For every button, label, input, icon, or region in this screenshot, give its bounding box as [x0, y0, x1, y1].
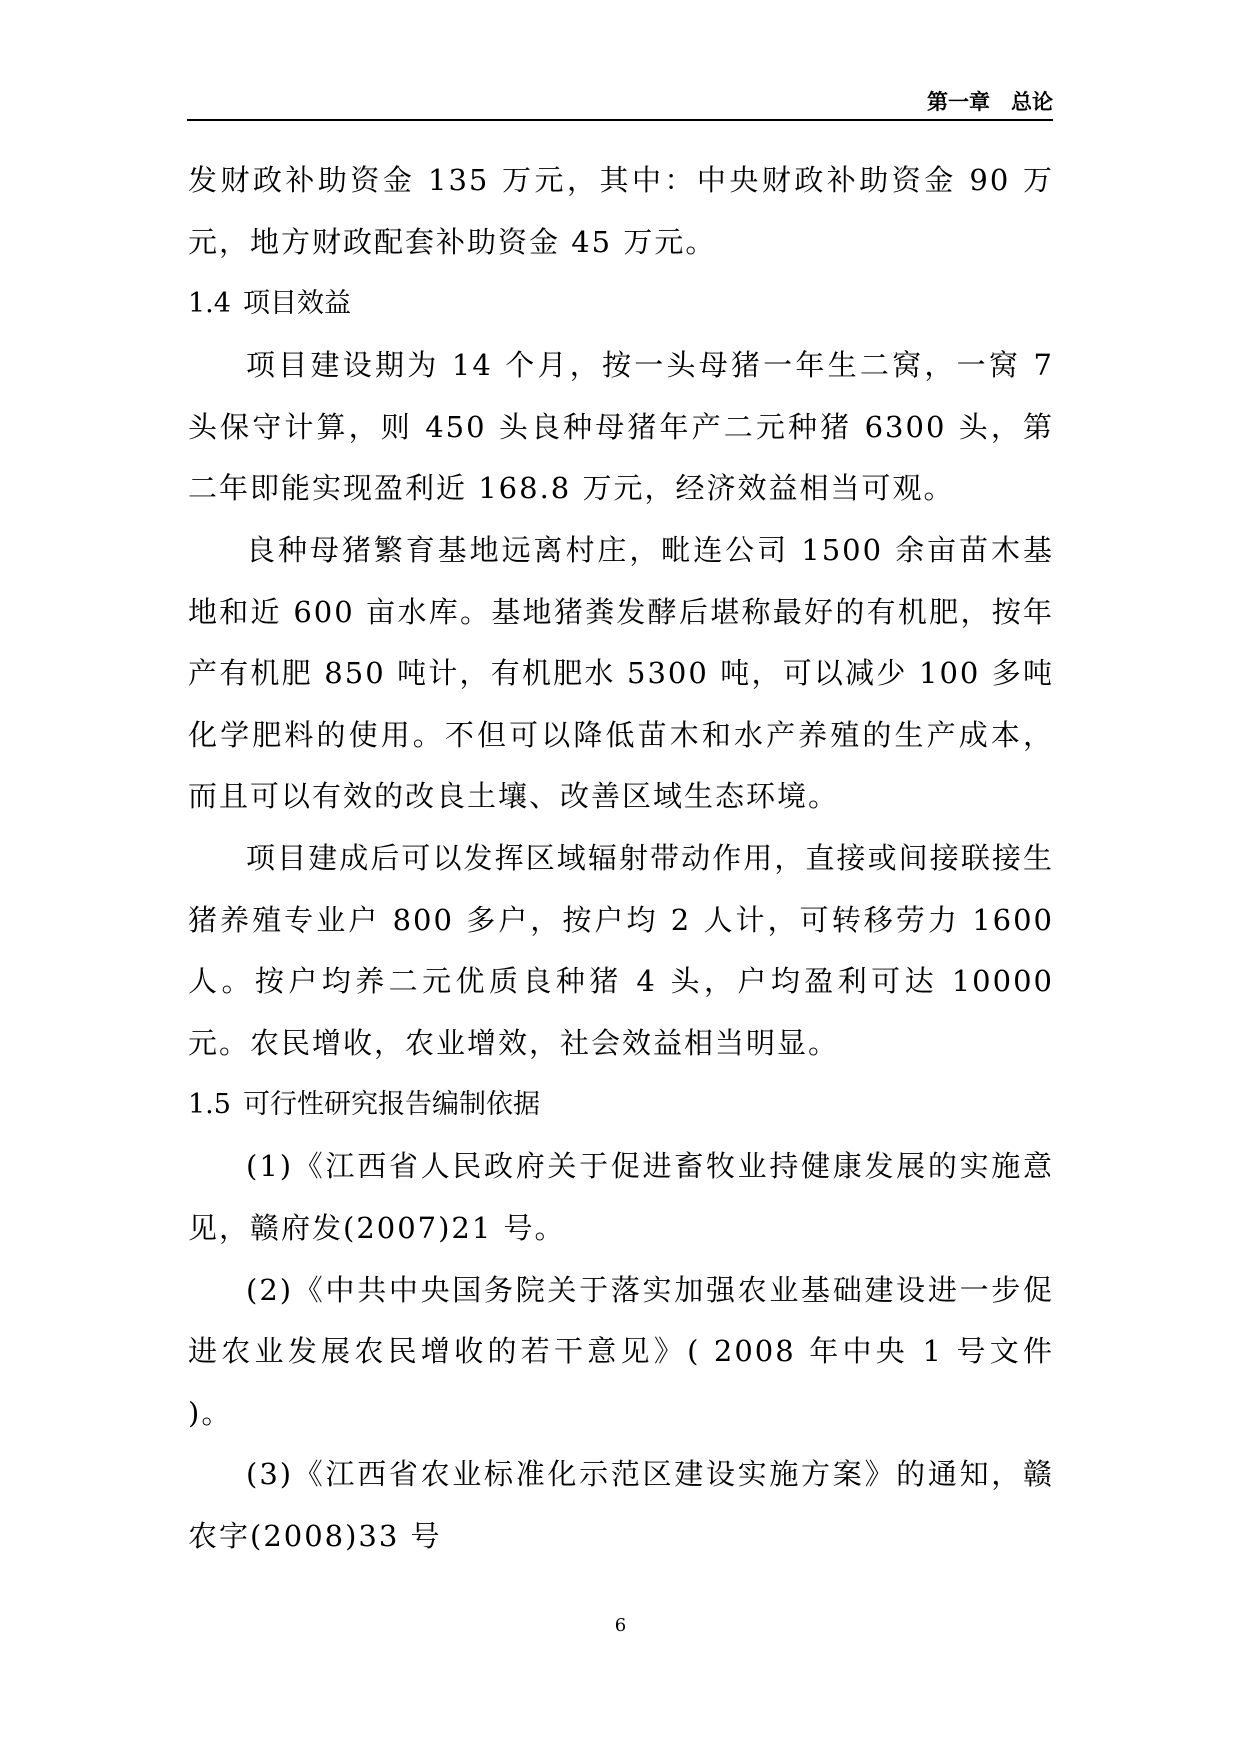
section-heading-1-4	[188, 273, 1054, 335]
header-divider	[187, 119, 1053, 121]
section-title: 可行性研究报告编制依据	[242, 1089, 540, 1121]
paragraph-benefit-social: 项目建成后可以发挥区域辐射带动作用，直接或间接联接生猪养殖专业户 800 多户，按户均 2 人计，可转移劳力 1600 人。按户均养二元优质良种猪 4 头，户均盈利可达 10000 元。农民增收，农业增效，社会效益相当明显。	[188, 840, 1054, 1060]
paragraph-benefit-economic: 项目建设期为 14 个月，按一头母猪一年生二窝，一窝 7 头保守计算，则 450 头良种母猪年产二元种猪 6300 头，第二年即能实现盈利近 168.8 万元，经济效益相当可观。	[188, 348, 1054, 506]
page-body	[188, 150, 1054, 1567]
section-number: 1.4	[188, 288, 231, 320]
basis-item: (1)《江西省人民政府关于促进畜牧业持健康发展的实施意见，赣府发(2007)21 号。	[188, 1149, 1054, 1245]
basis-item: (2)《中共中央国务院关于落实加强农业基础建设进一步促进农业发展农民增收的若干意见》( 2008 年中央 1 号文件 )。	[188, 1272, 1054, 1430]
paragraph-continuation: 发财政补助资金 135 万元，其中：中央财政补助资金 90 万元，地方财政配套补助资金 45 万元。	[188, 163, 1054, 259]
basis-item: (3)《江西省农业标准化示范区建设实施方案》的通知，赣农字(2008)33 号	[188, 1457, 1054, 1553]
paragraph-benefit-ecological: 良种母猪繁育基地远离村庄，毗连公司 1500 余亩苗木基地和近 600 亩水库。基地猪粪发酵后堪称最好的有机肥，按年产有机肥 850 吨计，有机肥水 5300 吨，可以减少 100 多吨化学肥料的使用。不但可以降低苗木和水产养殖的生产成本，而且可以有效的改良土壤、改善区域生态环境。	[188, 532, 1054, 814]
chapter-header: 第一章 总论	[927, 90, 1053, 114]
section-number: 1.5	[188, 1089, 231, 1121]
page-number: 6	[614, 1615, 627, 1636]
section-heading-1-5	[188, 1074, 1054, 1136]
section-title: 项目效益	[242, 288, 351, 320]
